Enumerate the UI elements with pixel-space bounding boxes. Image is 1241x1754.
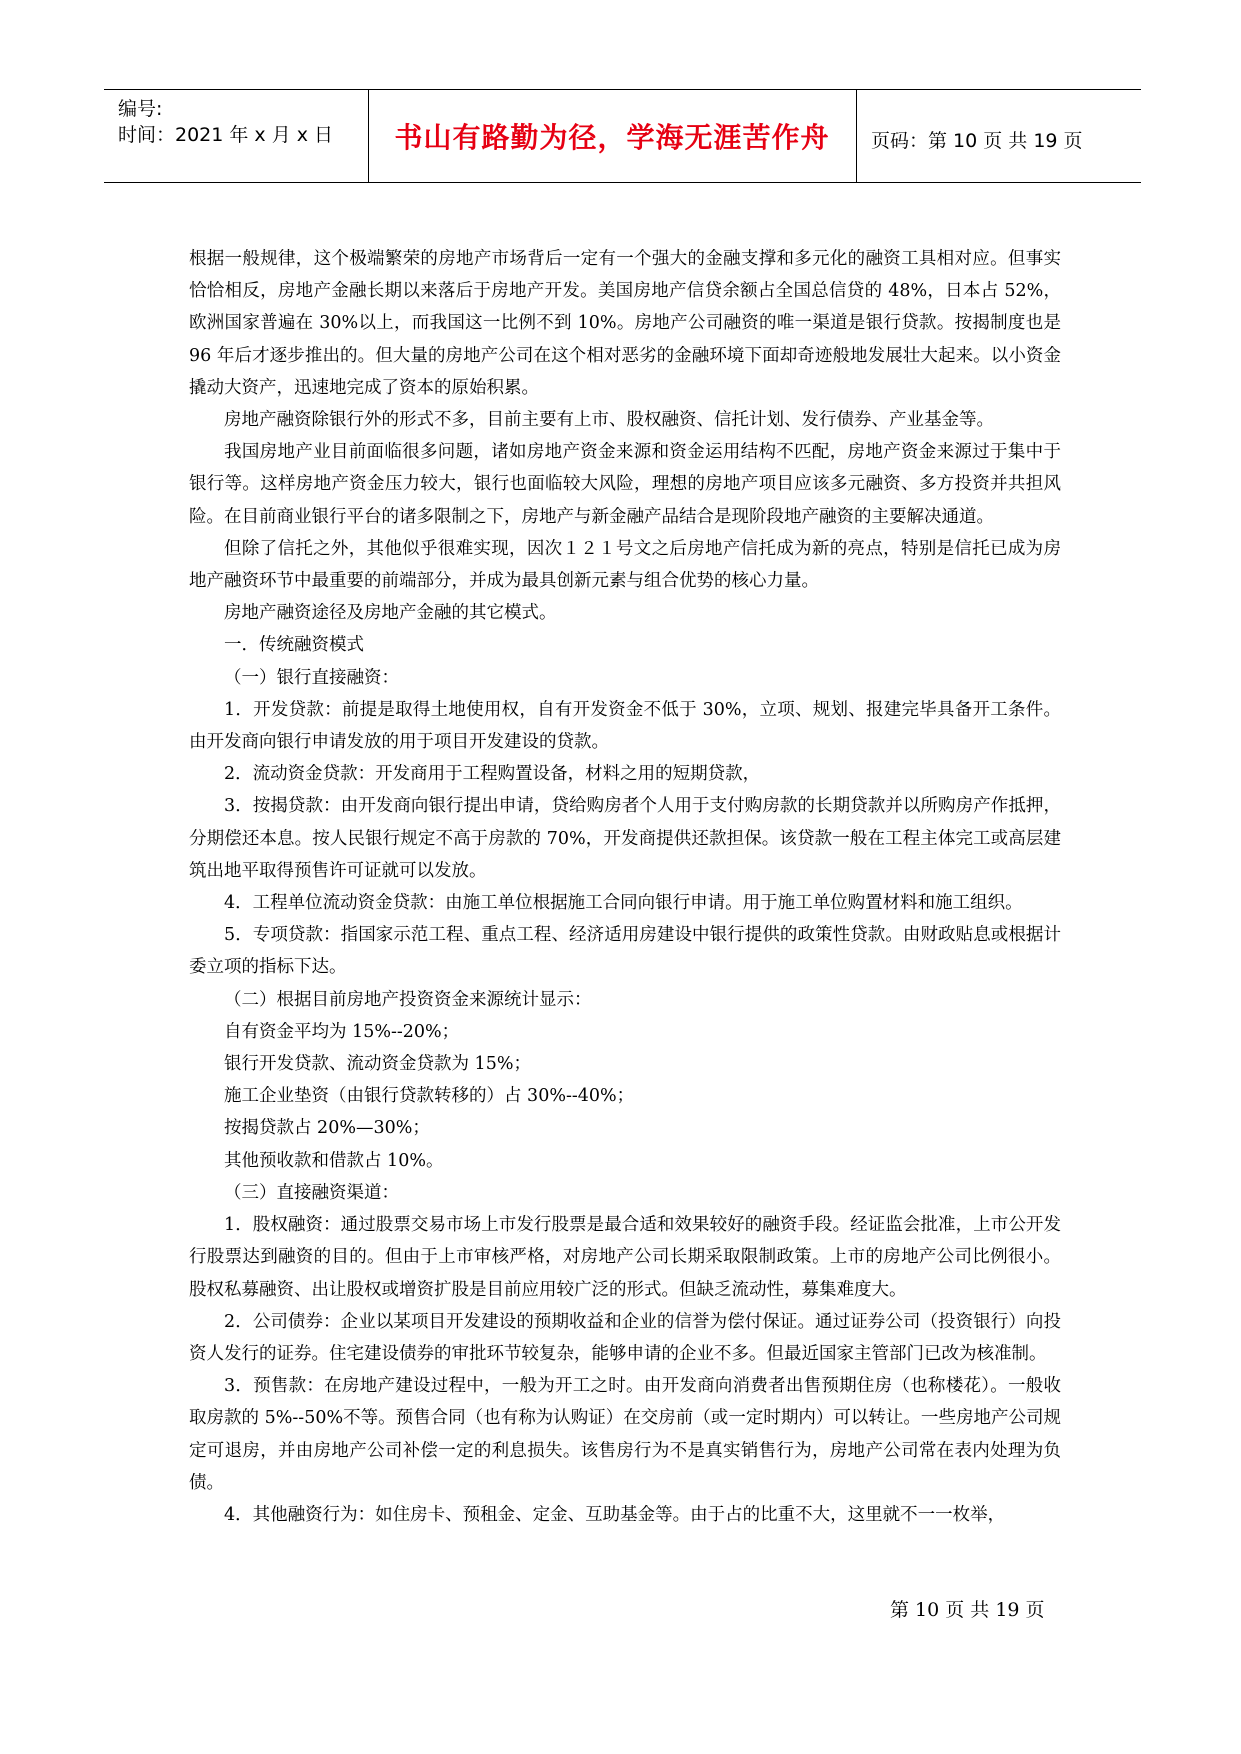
document-number-label: 编号: (118, 98, 163, 120)
paragraph: 但除了信托之外，其他似乎很难实现，因次１２１号文之后房地产信托成为新的亮点，特别是信托已成为房地产融资环节中最重要的前端部分，并成为最具创新元素与组合优势的核心力量。 (189, 538, 1061, 592)
subsection-heading: （一）银行直接融资： (224, 667, 399, 688)
list-item: 5．专项贷款：指国家示范工程、重点工程、经济适用房建设中银行提供的政策性贷款。由财政贴息或根据计委立项的指标下达。 (189, 925, 1061, 978)
paragraph: 房地产融资途径及房地产金融的其它模式。 (224, 603, 557, 624)
stat-line: 按揭贷款占 20%—30%； (224, 1118, 430, 1139)
page-header (104, 89, 1141, 183)
paragraph: 根据一般规律，这个极端繁荣的房地产市场背后一定有一个强大的金融支撑和多元化的融资工具相对应。但事实恰恰相反，房地产金融长期以来落后于房地产开发。美国房地产信贷余额占全国总信贷的 48%，日本占 52%，欧洲国家普遍在 30%以上，而我国这一比例不到 10%。房地产公司融资的唯一渠道是银行贷款。按揭制度也是 96 年后才逐步推出的。但大量的房地产公司在这个相对恶劣的金融环境下面却奇迹般地发展壮大起来。以小资金撬动大资产，迅速地完成了资本的原始积累。 (189, 249, 1061, 398)
stat-line: 施工企业垫资（由银行贷款转移的）占 30%--40%； (224, 1086, 635, 1107)
page-footer-number: 第 10 页 共 19 页 (890, 1599, 1045, 1621)
subsection-heading: （三）直接融资渠道： (224, 1182, 399, 1203)
list-item: 2．流动资金贷款：开发商用于工程购置设备，材料之用的短期贷款， (224, 764, 761, 785)
list-item: 1．股权融资：通过股票交易市场上市发行股票是最合适和效果较好的融资手段。经证监会批准，上市公开发行股票达到融资的目的。但由于上市审核严格，对房地产公司长期采取限制政策。上市的房地产公司比例很小。股权私募融资、出让股权或增资扩股是目前应用较广泛的形式。但缺乏流动性，募集难度大。 (189, 1215, 1061, 1300)
stat-line: 自有资金平均为 15%--20%； (224, 1021, 460, 1042)
list-item: 4．其他融资行为：如住房卡、预租金、定金、互助基金等。由于占的比重不大，这里就不一一枚举， (224, 1504, 1006, 1525)
list-item: 2．公司债券：企业以某项目开发建设的预期收益和企业的信誉为偿付保证。通过证券公司（投资银行）向投资人发行的证券。住宅建设债券的审批环节较复杂，能够申请的企业不多。但最近国家主管部门已改为核准制。 (189, 1311, 1061, 1364)
section-heading: 一．传统融资模式 (224, 635, 364, 656)
document-body (189, 243, 1061, 1531)
stat-line: 银行开发贷款、流动资金贷款为 15%； (224, 1054, 531, 1075)
header-info-cell (104, 90, 369, 182)
header-motto-cell (368, 90, 857, 182)
header-motto: 书山有路勤为径，学海无涯苦作舟 (394, 121, 830, 154)
document-time-label: 时间：2021 年 x 月 x 日 (118, 124, 334, 146)
list-item: 4．工程单位流动资金贷款：由施工单位根据施工合同向银行申请。用于施工单位购置材料和施工组织。 (224, 893, 1023, 914)
stat-line: 其他预收款和借款占 10%。 (224, 1150, 444, 1171)
list-item: 3．按揭贷款：由开发商向银行提出申请，贷给购房者个人用于支付购房款的长期贷款并以所购房产作抵押，分期偿还本息。按人民银行规定不高于房款的 70%，开发商提供还款担保。该贷款一般在工程主体完工或高层建筑出地平取得预售许可证就可以发放。 (189, 796, 1061, 881)
paragraph: 我国房地产业目前面临很多问题，诸如房地产资金来源和资金运用结构不匹配，房地产资金来源过于集中于银行等。这样房地产资金压力较大，银行也面临较大风险，理想的房地产项目应该多元融资、多方投资并共担风险。在目前商业银行平台的诸多限制之下，房地产与新金融产品结合是现阶段地产融资的主要解决通道。 (189, 442, 1061, 527)
subsection-heading: （二）根据目前房地产投资资金来源统计显示： (224, 989, 592, 1010)
list-item: 3．预售款：在房地产建设过程中，一般为开工之时。由开发商向消费者出售预期住房（也称楼花）。一般收取房款的 5%--50%不等。预售合同（也有称为认购证）在交房前（或一定时期内）可以转让。一些房地产公司规定可退房，并由房地产公司补偿一定的利息损失。该售房行为不是真实销售行为，房地产公司常在表内处理为负债。 (189, 1376, 1061, 1493)
list-item: 1．开发贷款：前提是取得土地使用权，自有开发资金不低于 30%，立项、规划、报建完毕具备开工条件。由开发商向银行申请发放的用于项目开发建设的贷款。 (189, 699, 1061, 753)
paragraph: 房地产融资除银行外的形式不多，目前主要有上市、股权融资、信托计划、发行债券、产业基金等。 (224, 410, 994, 431)
header-page-number: 页码：第 10 页 共 19 页 (871, 130, 1083, 152)
header-page-cell (857, 90, 1141, 182)
